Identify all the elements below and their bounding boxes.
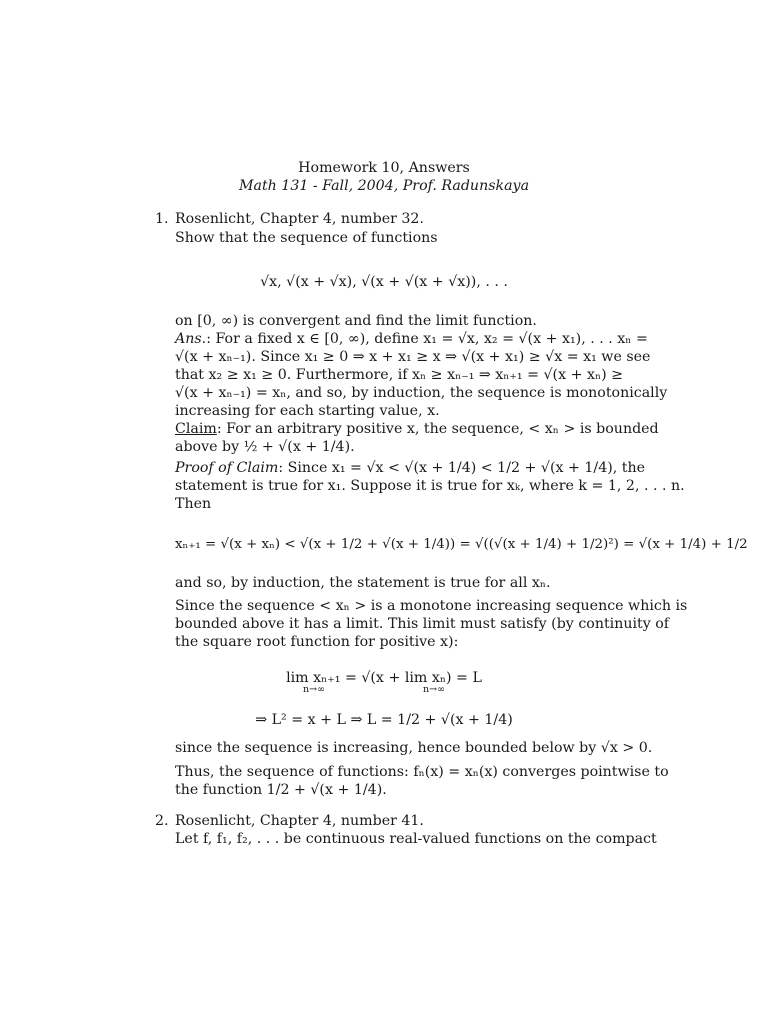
thus-line-2: the function 1/2 + √(x + 1/4). [175, 782, 387, 798]
limit-line-2: bounded above it has a limit. This limit must satisfy (by continuity of [175, 616, 670, 632]
limit-sub-right: n→∞ [423, 684, 445, 695]
page-subtitle: Math 131 - Fall, 2004, Prof. Radunskaya [238, 178, 530, 194]
ans-label: Ans. [175, 331, 207, 347]
proof-text-1: : Since x₁ = √x < √(x + 1/4) < 1/2 + √(x + 1/4), the [278, 460, 646, 476]
answer-line-1 [175, 331, 648, 348]
problem-2-heading: Rosenlicht, Chapter 4, number 41. [175, 813, 424, 829]
proof-line-2: statement is true for x₁. Suppose it is true for xₖ, where k = 1, 2, . . . n. [175, 478, 685, 494]
ans-text-1: : For a fixed x ∈ [0, ∞), define x₁ = √x, x₂ = √(x + x₁), . . . xₙ = [206, 331, 648, 347]
answer-line-2: √(x + xₙ₋₁). Since x₁ ≥ 0 ⇒ x + x₁ ≥ x ⇒ √(x + x₁) ≥ √x = x₁ we see [175, 349, 651, 365]
problem-2-number: 2. [155, 813, 169, 829]
limit-line-3: the square root function for positive x): [175, 634, 459, 650]
proof-label: Proof of Claim [175, 460, 279, 476]
problem-1-statement-cont: on [0, ∞) is convergent and find the limit function. [175, 313, 537, 329]
proof-line-1 [175, 460, 645, 477]
limit-line-1: Since the sequence < xₙ > is a monotone increasing sequence which is [175, 598, 688, 614]
claim-label: Claim [175, 421, 217, 437]
claim-line-1 [175, 421, 659, 438]
display-result: ⇒ L² = x + L ⇒ L = 1/2 + √(x + 1/4) [255, 712, 513, 728]
thus-line-1: Thus, the sequence of functions: fₙ(x) = xₙ(x) converges pointwise to [175, 764, 669, 780]
claim-text-1: : For an arbitrary positive x, the sequence, < xₙ > is bounded [216, 421, 659, 437]
since-line: since the sequence is increasing, hence bounded below by √x > 0. [175, 740, 653, 756]
problem-1-number: 1. [155, 211, 169, 227]
display-induction: xₙ₊₁ = √(x + xₙ) < √(x + 1/2 + √(x + 1/4)) = √((√(x + 1/4) + 1/2)²) = √(x + 1/4) + 1/2 [175, 537, 748, 552]
problem-1-heading: Rosenlicht, Chapter 4, number 32. [175, 211, 424, 227]
answer-line-4: √(x + xₙ₋₁) = xₙ, and so, by induction, the sequence is monotonically [175, 385, 668, 401]
proof-line-3: Then [175, 496, 212, 512]
problem-2-statement: Let f, f₁, f₂, . . . be continuous real-valued functions on the compact [175, 831, 657, 847]
after-induction: and so, by induction, the statement is true for all xₙ. [175, 575, 551, 591]
answer-line-3: that x₂ ≥ x₁ ≥ 0. Furthermore, if xₙ ≥ xₙ₋₁ ⇒ xₙ₊₁ = √(x + xₙ) ≥ [175, 367, 624, 383]
claim-line-2: above by ½ + √(x + 1/4). [175, 439, 355, 455]
page-title: Homework 10, Answers [298, 160, 470, 176]
problem-1-statement: Show that the sequence of functions [175, 230, 438, 246]
display-sequence: √x, √(x + √x), √(x + √(x + √x)), . . . [260, 274, 508, 290]
display-limit: lim xₙ₊₁ = √(x + lim xₙ) = L [286, 670, 482, 686]
answer-line-5: increasing for each starting value, x. [175, 403, 440, 419]
limit-sub-left: n→∞ [303, 684, 325, 695]
